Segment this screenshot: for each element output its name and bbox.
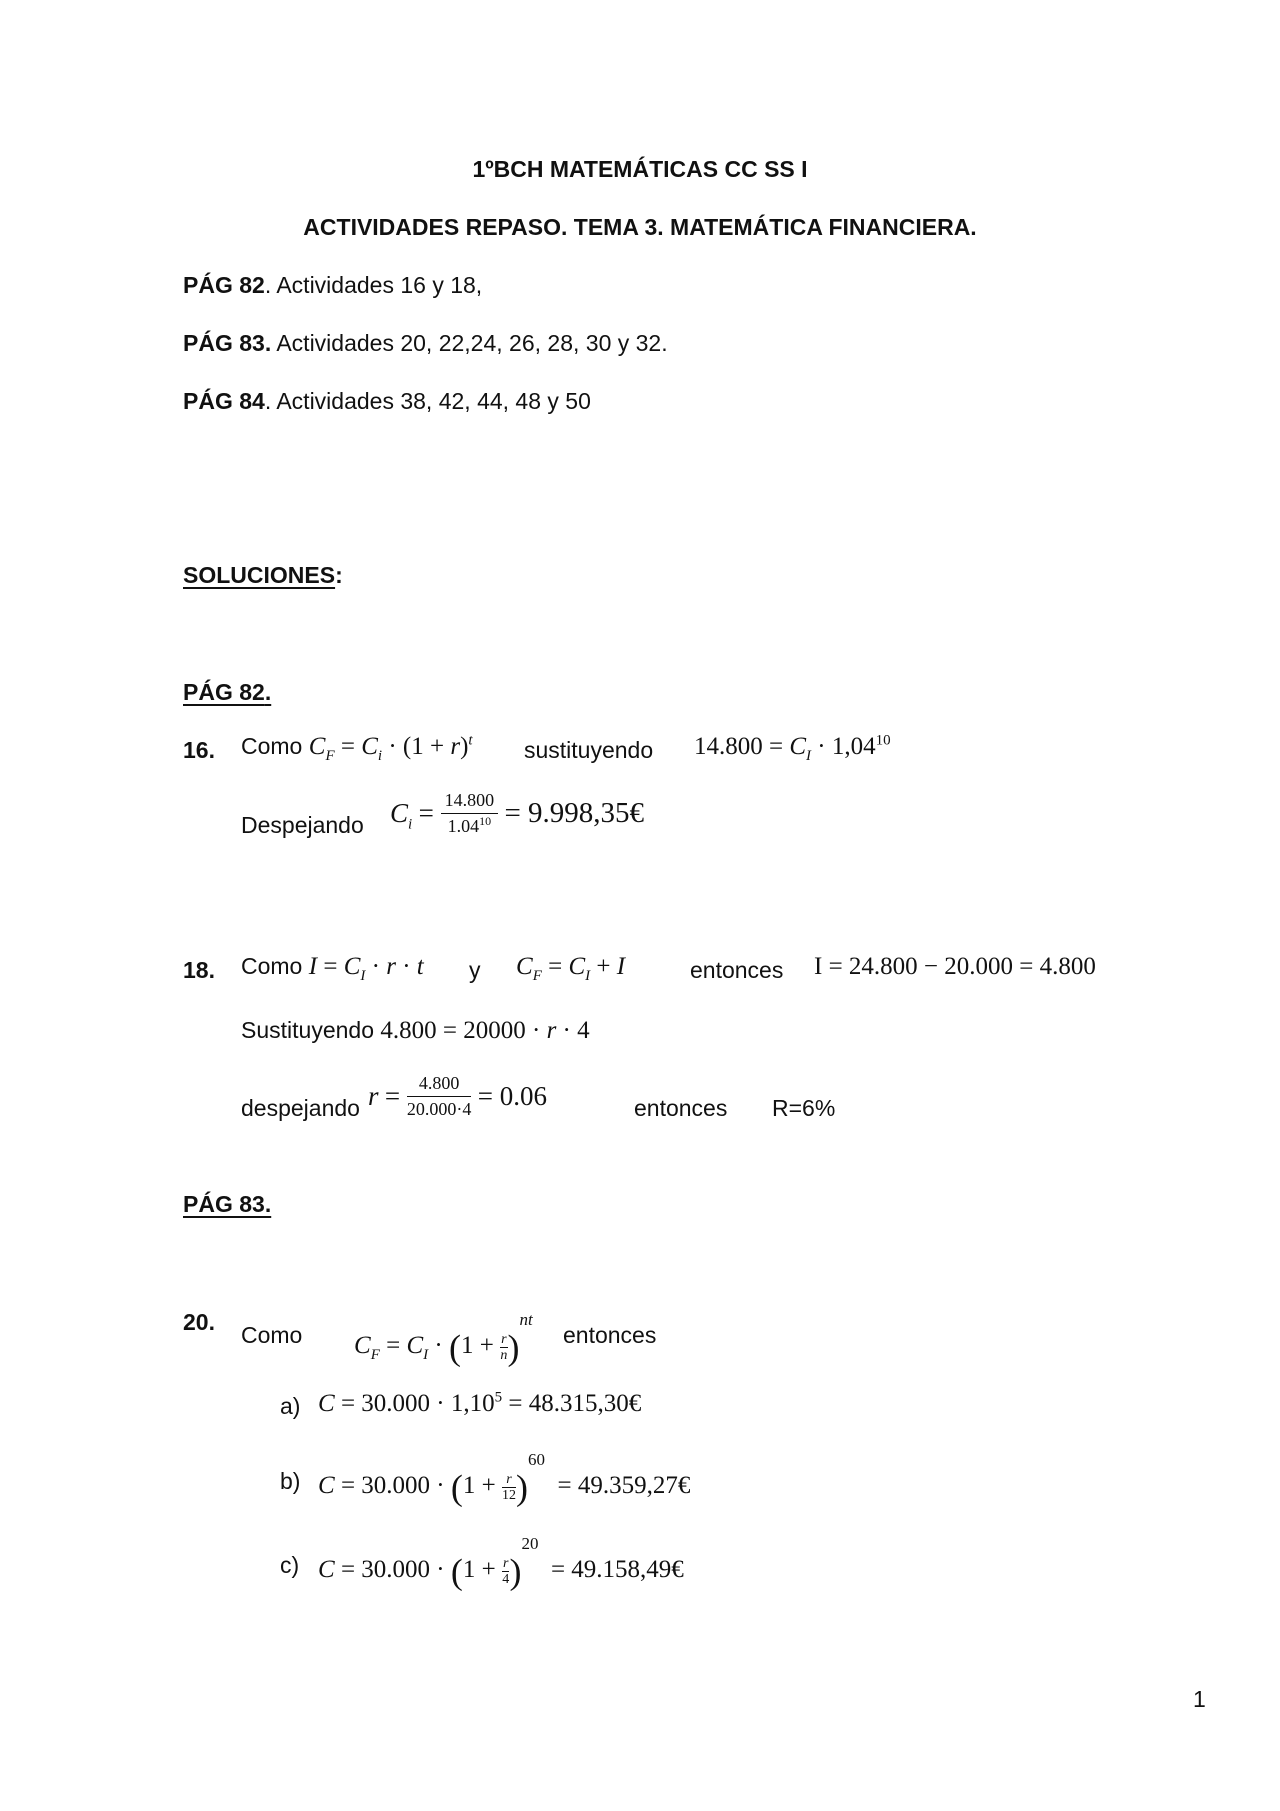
den-exp: 10 <box>479 814 492 828</box>
eq-exp: 10 <box>875 732 891 749</box>
b-pre: = 30.000 · <box>334 1472 451 1499</box>
item-label: c) <box>280 1552 300 1578</box>
sustituyendo-label: Sustituyendo <box>241 1017 374 1043</box>
fraction-denominator: 20.000·4 <box>406 1099 472 1119</box>
a-eq: = 30.000 · 1,10 <box>334 1390 495 1417</box>
section-heading-p83: PÁG 83. <box>183 1191 272 1217</box>
ex18-formula-line <box>241 953 424 984</box>
ex18-substitution: Sustituyendo 4.800 = 20000 · r · 4 <box>241 1017 590 1044</box>
entonces-label: entonces <box>634 1095 728 1121</box>
interest-value: I = 24.800 − 20.000 = 4.800 <box>814 953 1096 980</box>
item-c-equation: C = 30.000 · (1 + $\frac{r}{4}$ )$^{20}$ = 49.158,49€ <box>318 1534 684 1592</box>
assignment-text: . Actividades 38, 42, 44, 48 y 50 <box>264 388 591 414</box>
c-exp: 20 <box>521 1534 539 1553</box>
c-pre: = 30.000 · <box>334 1556 451 1583</box>
fraction <box>441 790 499 837</box>
como-label: Como <box>241 733 303 759</box>
b-den: 12 <box>501 1487 516 1503</box>
assignment-page: PÁG 82 <box>183 272 265 298</box>
c-result: = 49.158,49€ <box>550 1556 684 1583</box>
assignment-line <box>183 272 482 299</box>
item-label: a) <box>280 1393 301 1419</box>
result-value: = 9.998,35€ <box>504 797 645 829</box>
item-label: b) <box>280 1468 301 1494</box>
exercise-number: 20. <box>183 1309 215 1335</box>
compound-n-formula: $C_F = C_I \cdot (1$ + $\frac{r}{n}$ )$^{nt}$ <box>354 1310 533 1368</box>
item-a-equation: $C = 30.000 \cdot 1,10^5$ = 48.315,30€ <box>318 1389 642 1417</box>
fraction-numerator: 14.800 <box>441 790 499 814</box>
den-base: 1.04 <box>447 816 480 836</box>
como-label: Como <box>241 1322 303 1348</box>
document-title: 1ºBCH MATEMÁTICAS CC SS I <box>472 156 808 182</box>
assignment-text: . Actividades 16 y 18, <box>264 272 483 298</box>
assignment-page: PÁG 84 <box>183 388 265 414</box>
solutions-heading-colon: : <box>335 562 343 588</box>
b-result: = 49.359,27€ <box>557 1472 691 1499</box>
exercise-number: 18. <box>183 957 215 983</box>
a-exp: 5 <box>494 1389 503 1406</box>
assignment-page: PÁG 83. <box>183 330 272 356</box>
despejando-label: despejando <box>241 1095 360 1121</box>
y-label: y <box>469 957 481 983</box>
solutions-heading <box>183 562 343 589</box>
entonces-label: entonces <box>690 957 784 983</box>
exercise-number: 16. <box>183 737 215 763</box>
item-b-equation: C = 30.000 · (1 + $\frac{r}{12}$ )$^{60}$ = 49.359,27€ <box>318 1450 691 1508</box>
fraction <box>407 1073 472 1120</box>
section-heading-p82 <box>183 679 271 706</box>
page-number: 1 <box>1193 1686 1206 1712</box>
section-heading-dot: . <box>264 679 272 705</box>
simple-interest-formula: $I = C_I \cdot r \cdot t$ <box>308 953 424 984</box>
entonces-label: entonces <box>563 1322 657 1348</box>
b-exp: 60 <box>527 1450 545 1469</box>
compound-interest-formula: $C_F = C_i \cdot (1 + r)^t$ <box>308 732 473 764</box>
fraction-numerator: 4.800 <box>407 1073 472 1097</box>
eq-left: 14.800 = <box>694 733 790 760</box>
final-capital-formula: $C_F = C_I + I$ <box>516 953 626 984</box>
eq-right: · 1,04 <box>811 733 876 760</box>
ex16-formula-line <box>241 732 473 764</box>
assignment-line <box>183 388 591 415</box>
fraction-denominator <box>441 814 499 837</box>
ex16-substitution: $14.800 = C_I \cdot 1,04^{10}$ <box>694 732 891 764</box>
solutions-heading-text: SOLUCIONES <box>183 562 336 588</box>
despejando-label: Despejando <box>241 812 364 838</box>
sustituyendo-label: sustituyendo <box>524 737 654 763</box>
assignment-text: Actividades 20, 22,24, 26, 28, 30 y 32. <box>271 330 668 356</box>
ex18-rate-result: r = $\frac{4.800}{20.000\cdot 4}$ = 0.06 <box>368 1073 548 1119</box>
assignment-line <box>183 330 668 357</box>
c-den: 4 <box>502 1571 510 1587</box>
document-subtitle: ACTIVIDADES REPASO. TEMA 3. MATEMÁTICA FINANCIERA. <box>303 214 977 240</box>
subst-tail: · 4 <box>556 1017 590 1044</box>
a-result: = 48.315,30€ <box>502 1390 642 1417</box>
subst-eq: 4.800 = 20000 · <box>380 1017 547 1044</box>
result-value: = 0.06 <box>477 1081 548 1111</box>
section-heading-text: PÁG 82 <box>183 679 265 705</box>
rate-percentage: R=6% <box>772 1095 836 1121</box>
como-label: Como <box>241 953 303 979</box>
ex16-result: $C_i$ = $\frac{14.800}{1.04^{10}}$ = 9.998,35€ <box>390 790 645 836</box>
